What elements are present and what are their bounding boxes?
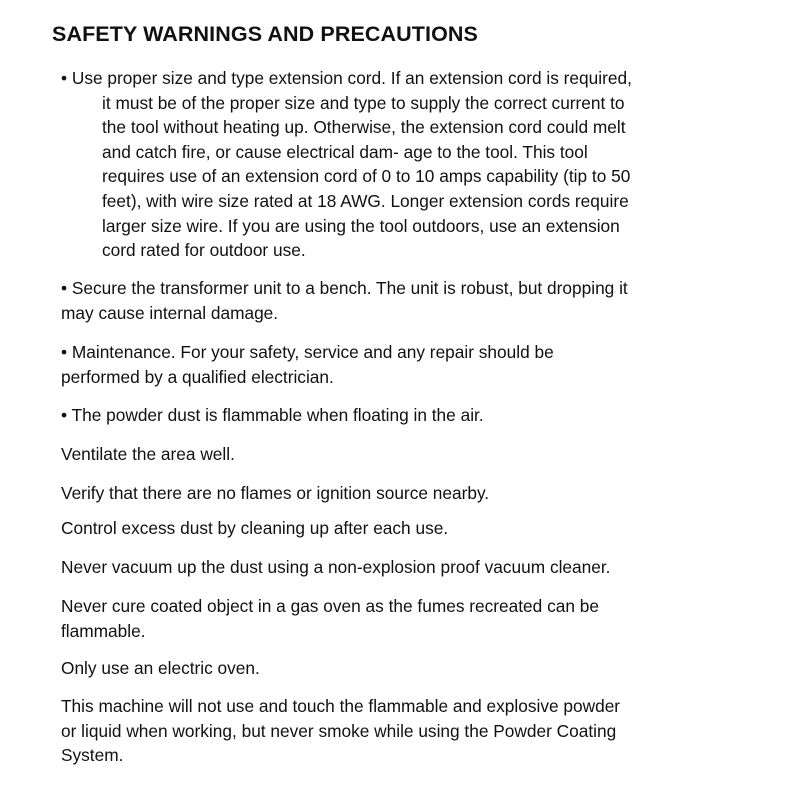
text-line: and catch fire, or cause electrical dam- age to the tool. This tool [102,141,588,162]
text-line: This machine will not use and touch the flammable and explosive powder [61,696,621,716]
text-line: Only use an electric oven. [61,658,260,678]
text-line: System. [61,745,124,766]
never-vacuum-text [61,555,610,580]
bullet-powder-dust [61,403,484,428]
text-line: it must be of the proper size and type to supply the correct current to [102,92,625,113]
never-cure-text [61,594,599,643]
text-line: the tool without heating up. Otherwise, the extension cord could melt [102,117,626,138]
machine-note-text [61,694,620,768]
text-line: • The powder dust is flammable when floating in the air. [61,405,484,425]
electric-oven-text [61,656,260,681]
text-line: Control excess dust by cleaning up after each use. [61,518,449,538]
ventilate-text [61,442,235,467]
verify-flames-text [61,481,489,506]
bullet-extension-cord [61,66,696,263]
text-line: • Use proper size and type extension cord. If an extension cord is required, [61,68,632,88]
text-line: feet), with wire size rated at 18 AWG. Longer extension cords require [102,190,629,211]
text-line: • Secure the transformer unit to a bench. The unit is robust, but dropping it [61,278,628,298]
text-line: requires use of an extension cord of 0 to 10 amps capability (tip to 50 [102,166,631,187]
text-line: performed by a qualified electrician. [61,366,334,387]
text-line: cord rated for outdoor use. [102,240,306,261]
text-line: flammable. [61,620,146,641]
bullet-maintenance [61,340,554,389]
text-line: Never vacuum up the dust using a non-explosion proof vacuum cleaner. [61,557,611,577]
text-line: larger size wire. If you are using the tool outdoors, use an extension [102,215,620,236]
text-line: Never cure coated object in a gas oven as the fumes recreated can be [61,596,599,616]
text-line: • Maintenance. For your safety, service and any repair should be [61,342,554,362]
control-dust-text [61,516,448,541]
text-line: Verify that there are no flames or ignition source nearby. [61,483,490,503]
bullet-transformer [61,276,628,325]
page-title: SAFETY WARNINGS AND PRECAUTIONS [52,22,478,46]
text-line: or liquid when working, but never smoke while using the Powder Coating [61,720,617,741]
text-line: Ventilate the area well. [61,444,235,464]
text-line: may cause internal damage. [61,302,279,323]
